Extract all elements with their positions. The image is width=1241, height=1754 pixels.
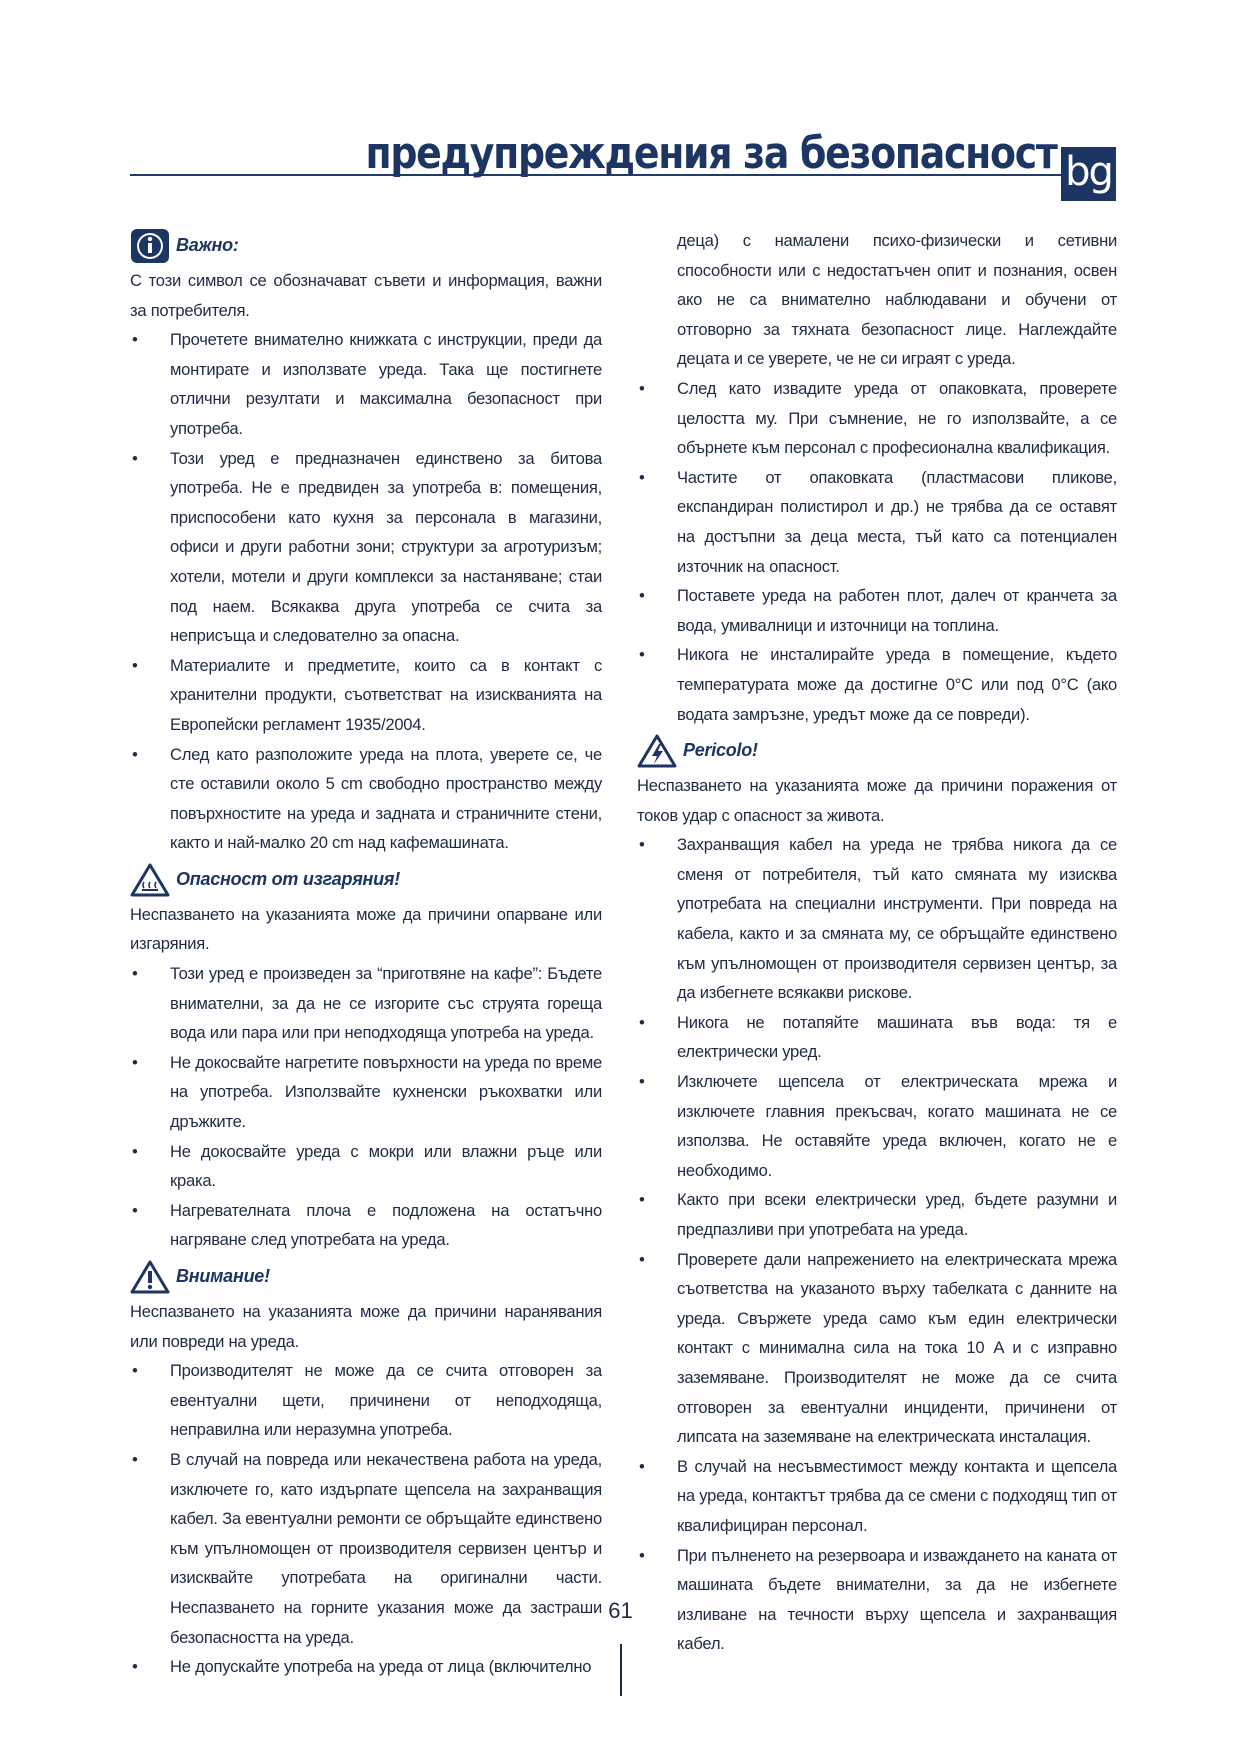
warning-heading (130, 1257, 602, 1297)
list-item: • Прочетете внимателно книжката с инструкции, преди да монтирате и използвате уреда. Така ще постигнете отлични резултати и максимална безопасност при употреба. (130, 325, 602, 443)
burn-list (130, 959, 602, 1255)
list-item: • Никога не потапяйте машината във вода: тя е електрически уред. (637, 1008, 1117, 1067)
footer-rule (620, 1644, 622, 1696)
list-item: • Никога не инсталирайте уреда в помещение, където температурата може да достигне 0°C или под 0°C (ако водата замръзне, уредът може да се повреди). (637, 640, 1117, 729)
language-badge: bg (1061, 147, 1116, 201)
hot-surface-warning-icon (130, 862, 170, 898)
page-number: 61 (608, 1598, 633, 1623)
list-item: • След като извадите уреда от опаковката, проверете целостта му. При съмнение, не го използвайте, а се обърнете към персонал с професионална квалификация. (637, 374, 1117, 463)
burn-heading (130, 860, 602, 900)
list-item: • След като разположите уреда на плота, уверете се, че сте оставили около 5 cm свободно пространство между повърхностите на уреда и задната и страничните стени, както и най-малко 20 cm над кафемашината. (130, 740, 602, 858)
list-item: • Захранващия кабел на уреда не трябва никога да се сменя от потребителя, тъй като смяната му изисква употребата на специални инструменти. При повреда на кабела, както и за смяната му, се обръщайте единствено към упълномощен от производителя сервизен център, за да избегнете всякакви рискове. (637, 830, 1117, 1008)
list-item: • При пълненето на резервоара и изваждането на каната от машината бъдете внимателни, за да не избегнете изливане на течности върху щепсела и захранващия кабел. (637, 1541, 1117, 1659)
danger-heading (637, 731, 1117, 771)
list-item: • В случай на повреда или некачествена работа на уреда, изключете го, като издърпате щепсела на захранващия кабел. За евентуални ремонти се обръщайте единствено към упълномощен от производителя сервизен център и изисквайте употребата на оригинални части. Неспазването на горните указания може да застраши безопасността на уреда. (130, 1445, 602, 1652)
danger-intro: Неспазването на указанията може да причини поражения от токов удар с опасност за живота. (637, 776, 1117, 825)
list-item: • Не докосвайте нагретите повърхности на уреда по време на употреба. Използвайте кухненски ръкохватки или дръжките. (130, 1048, 602, 1137)
list-item: • Този уред е произведен за “приготвяне на кафе”: Бъдете внимателни, за да не се изгорите със струята гореща вода или пара или при неподходяща употреба на уреда. (130, 959, 602, 1048)
list-item: • Както при всеки електрически уред, бъдете разумни и предпазливи при употребата на уреда. (637, 1185, 1117, 1244)
list-item: • В случай на несъвместимост между контакта и щепсела на уреда, контактът трябва да се смени с подходящ тип от квалифициран персонал. (637, 1452, 1117, 1541)
right-list-top (637, 374, 1117, 729)
list-item: • Нагревателната плоча е подложена на остатъчно нагряване след употребата на уреда. (130, 1196, 602, 1255)
danger-list (637, 830, 1117, 1659)
list-item: • Не допускайте употреба на уреда от лица (включително (130, 1652, 602, 1682)
left-column (130, 226, 602, 1682)
list-item: • Този уред е предназначен единствено за битова употреба. Не е предвиден за употреба в: помещения, приспособени като кухня за персонала в магазини, офиси и други работни зони; структури за агротуризъм; хотели, мотели и други комплекси за настаняване; стаи под наем. Всякаква друга употреба се счита за неприсъща и следователно за опасна. (130, 444, 602, 651)
list-item: • Проверете дали напрежението на електрическата мрежа съответства на указаното върху табелката с данните на уреда. Свържете уреда само към един електрически контакт с минимална сила на тока 10 A и с изправно заземяване. Производителят не може да се счита отговорен за евентуални инциденти, причинени от липсата на заземяване на електрическата инсталация. (637, 1245, 1117, 1452)
warning-list (130, 1356, 602, 1682)
important-heading-text: Важно: (176, 235, 239, 256)
important-heading (130, 226, 602, 266)
warning-intro: Неспазването на указанията може да причини наранявания или повреди на уреда. (130, 1302, 602, 1351)
list-item: • Поставете уреда на работен плот, далеч от кранчета за вода, умивалници и източници на топлина. (637, 581, 1117, 640)
danger-heading-text: Pericolo! (683, 740, 758, 761)
list-item: • Изключете щепсела от електрическата мрежа и изключете главния прекъсвач, когато машината не се използва. Не оставяйте уреда включен, когато не е необходимо. (637, 1067, 1117, 1185)
list-item: • Производителят не може да се счита отговорен за евентуални щети, причинени от неподходяща, неправилна или неразумна употреба. (130, 1356, 602, 1445)
info-icon (130, 228, 170, 264)
important-intro: С този символ се обозначават съвети и информация, важни за потребителя. (130, 271, 602, 320)
exclamation-warning-icon (130, 1259, 170, 1295)
important-list (130, 325, 602, 858)
list-item: • Частите от опаковката (пластмасови пликове, експандиран полистирол и др.) не трябва да се оставят на достъпни за деца места, тъй като са потенциален източник на опасност. (637, 463, 1117, 581)
page-title: предупреждения за безопасност (365, 128, 1056, 179)
list-item: • Материалите и предметите, които са в контакт с хранителни продукти, съответстват на изискванията на Европейски регламент 1935/2004. (130, 651, 602, 740)
electric-shock-warning-icon (637, 733, 677, 769)
list-item: • Не докосвайте уреда с мокри или влажни ръце или крака. (130, 1137, 602, 1196)
continuation-text: деца) с намалени психо-физически и сетивни способности или с недостатъчен опит и познания, освен ако не са внимателно наблюдавани и обучени от отговорно за тяхната безопасност лице. Наглеждайте децата и се уверете, че не си играят с уреда. (677, 231, 1117, 369)
burn-heading-text: Опасност от изгаряния! (176, 869, 401, 890)
warning-heading-text: Внимание! (176, 1266, 270, 1287)
right-column (637, 226, 1117, 1659)
burn-intro: Неспазването на указанията може да причини опарване или изгаряния. (130, 904, 602, 954)
